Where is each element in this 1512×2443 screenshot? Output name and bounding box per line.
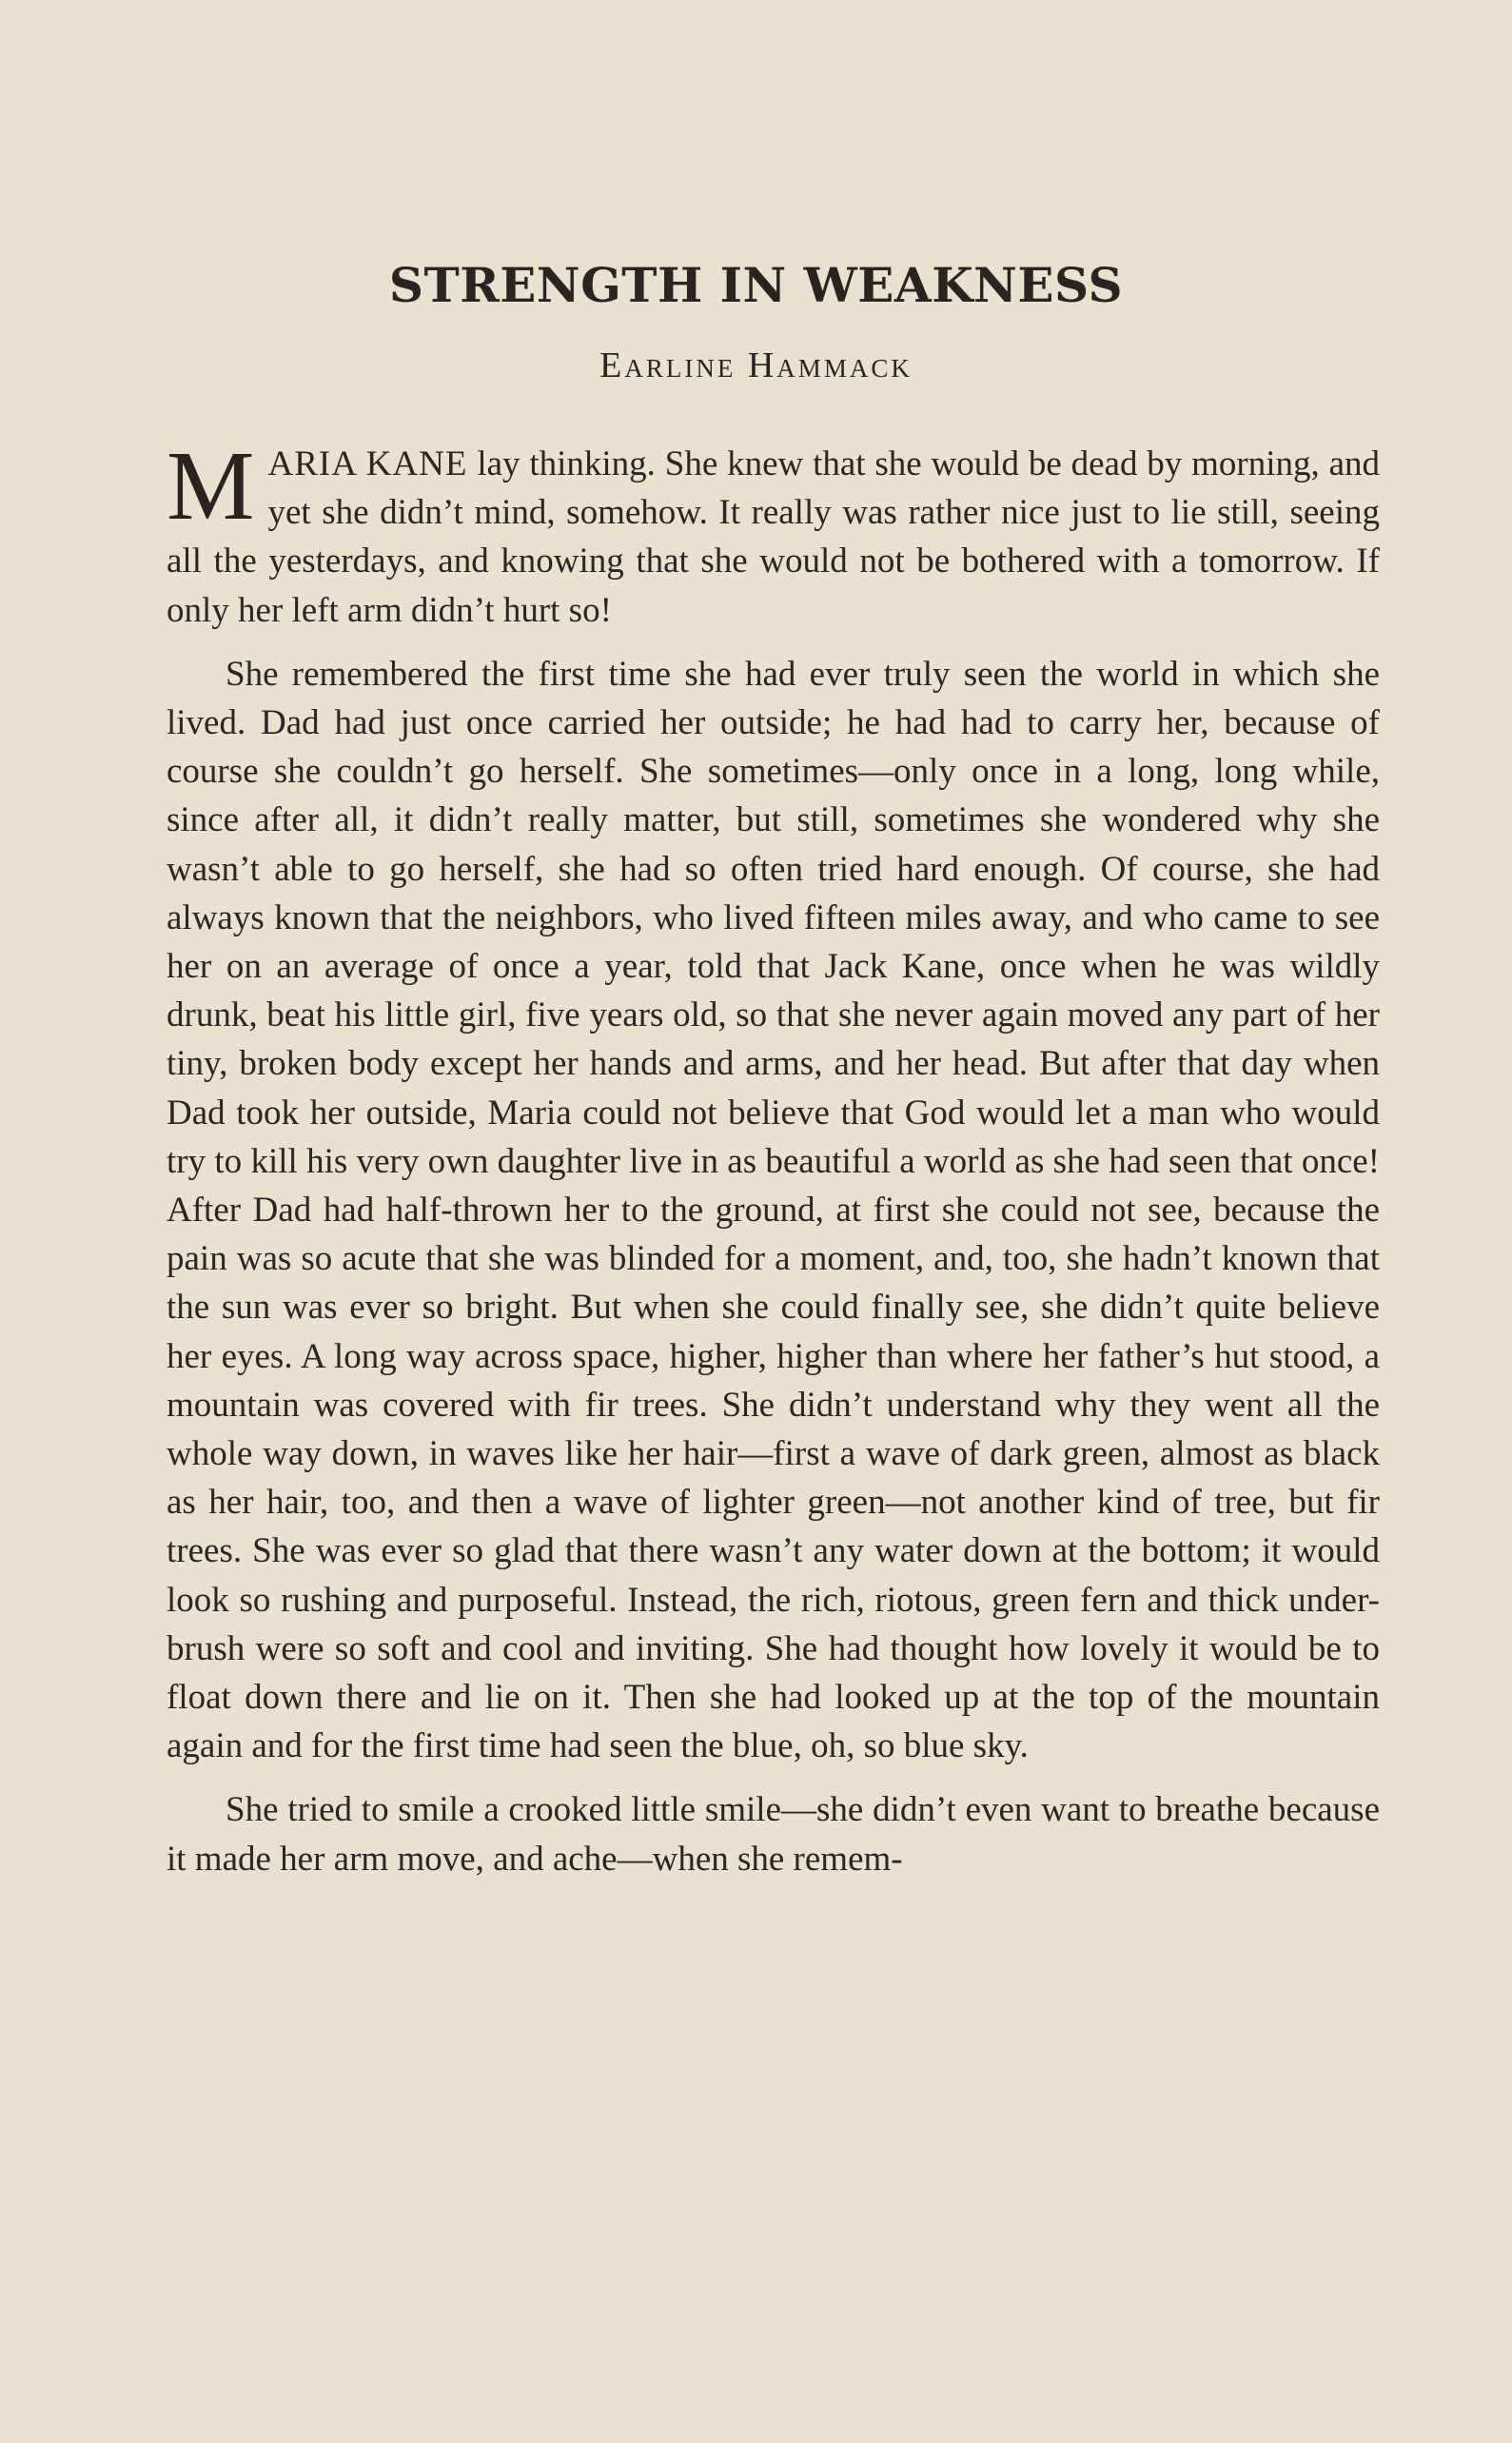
paragraph-2: She remembered the first time she had ever truly seen the world in which she lived. Dad had just once carried her outside; he had had to carry her, because of course she couldn’t go herself. She sometimes—only once in a long, long while, since after all, it didn’t really matter, but still, sometimes she wondered why she wasn’t able to go herself, she had so often tried hard enough. Of course, she had always known that the neighbors, who lived fifteen miles away, and who came to see her on an average of once a year, told that Jack Kane, once when he was wildly drunk, beat his little girl, five years old, so that she never again moved any part of her tiny, broken body except her hands and arms, and her head. But after that day when Dad took her outside, Maria could not believe that God would let a man who would try to kill his very own daughter live in as beautiful a world as she had seen that once! After Dad had half-thrown her to the ground, at first she could not see, because the pain was so acute that she was blinded for a moment, and, too, she hadn’t known that the sun was ever so bright. But when she could finally see, she didn’t quite believe her eyes. A long way across space, higher, higher than where her father’s hut stood, a mountain was covered with fir trees. She didn’t understand why they went all the whole way down, in waves like her hair—first a wave of dark green, almost as black as her hair, too, and then a wave of lighter green—not another kind of tree, but fir trees. She was ever so glad that there wasn’t any water down at the bottom; it would look so rushing and purposeful. Instead, the rich, riotous, green fern and thick under-brush were so soft and cool and inviting. She had thought how lovely it would be to float down there and lie on it. Then she had looked up at the top of the mountain again and for the first time had seen the blue, oh, so blue sky. — [167, 654, 1380, 1766]
story-author: Earline Hammack — [599, 345, 913, 385]
story-body — [167, 431, 1380, 1899]
paragraph-1 — [167, 431, 1380, 635]
paragraph-1-text: lay thinking. She knew that she would be dead by morning, and yet she didn’t mind, somehow. It really was rather nice just to lie still, seeing all the yesterdays, and knowing that she would not be bothered with a tomorrow. If only her left arm didn’t hurt so! — [167, 444, 1380, 630]
drop-cap: M — [167, 431, 255, 541]
opening-words: ARIA KANE — [267, 444, 468, 483]
story-title: STRENGTH IN WEAKNESS — [388, 257, 1124, 313]
paragraph-3: She tried to smile a crooked little smile—she didn’t even want to breathe because it made her arm move, and ache—when she remem- — [167, 1790, 1380, 1879]
